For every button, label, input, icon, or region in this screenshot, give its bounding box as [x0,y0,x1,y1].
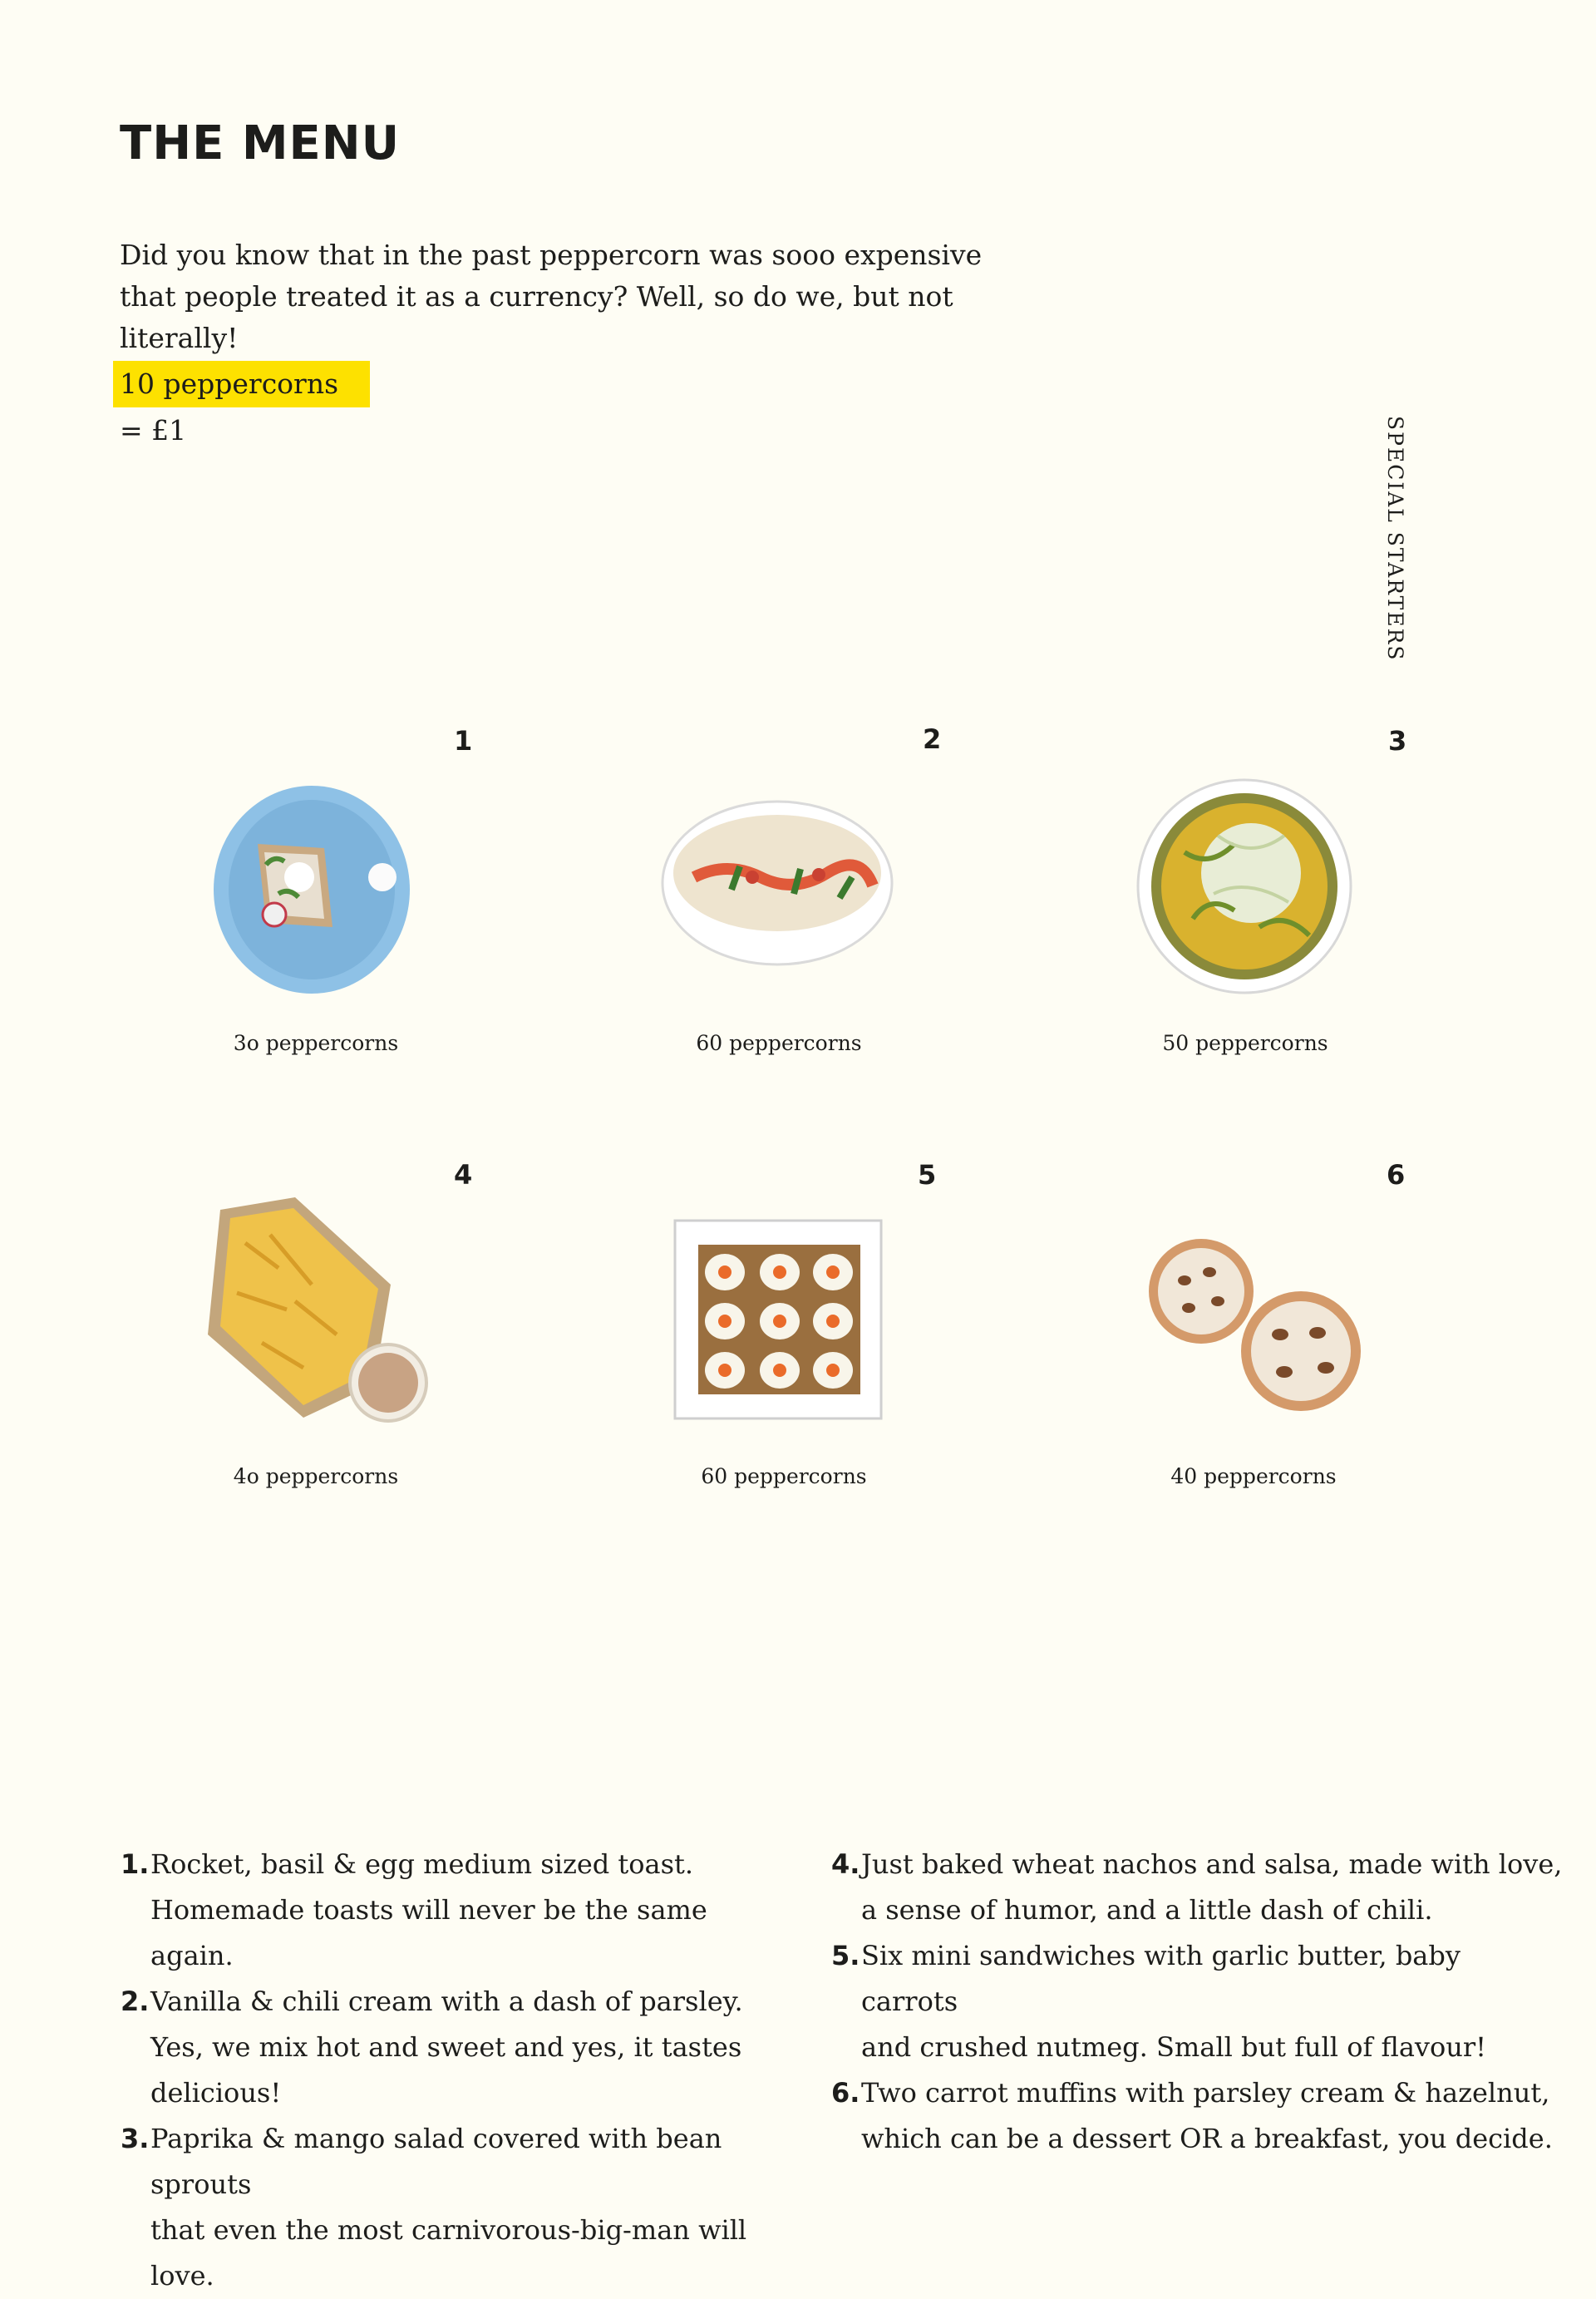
description-item-6: 6. Two carrot muffins with parsley cream & hazelnut, which can be a dessert OR a breakfast, you decide. [831,2070,1563,2162]
dish-image-2 [661,798,902,969]
description-number-6: 6. [831,2077,860,2109]
dish-number-2: 2 [923,723,942,755]
description-item-2: 2. Vanilla & chili cream with a dash of parsley. Yes, we mix hot and sweet and yes, it tastes delicious! [121,1979,786,2116]
dish-number-5: 5 [918,1159,937,1191]
description-list-left [121,1842,786,2299]
dish-price-3: 50 peppercorns [1162,1031,1328,1055]
description-number-5: 5. [831,1940,860,1971]
dish-image-5 [673,1216,889,1423]
description-list-right [831,1842,1563,2162]
dish-price-6: 40 peppercorns [1170,1464,1337,1488]
description-item-3: 3. Paprika & mango salad covered with bean sprouts that even the most carnivorous-big-man will love. [121,2116,786,2299]
dish-image-4 [195,1193,432,1426]
section-label: SPECIAL STARTERS [1383,416,1407,662]
description-number-4: 4. [831,1848,860,1880]
dish-image-3 [1135,777,1355,995]
description-number-1: 1. [121,1848,150,1880]
description-number-3: 3. [121,2123,150,2154]
dish-price-4: 4o peppercorns [233,1464,399,1488]
dish-number-1: 1 [454,725,473,757]
dish-number-3: 3 [1388,725,1407,757]
dish-number-6: 6 [1387,1159,1406,1191]
dish-price-5: 60 peppercorns [701,1464,867,1488]
description-number-2: 2. [121,1986,150,2017]
description-item-4: 4. Just baked wheat nachos and salsa, made with love, a sense of humor, and a little dash of chili. [831,1842,1563,1933]
exchange-rate-highlight: 10 peppercorns = £1 [113,361,370,407]
intro-text: Did you know that in the past peppercorn was sooo expensive that people treated it as a currency? Well, so do we, but not literally! [120,239,983,354]
dish-image-6 [1147,1235,1367,1413]
dish-price-1: 3o peppercorns [233,1031,399,1055]
dish-image-1 [208,782,416,998]
description-item-5: 5. Six mini sandwiches with garlic butter, baby carrots and crushed nutmeg. Small but full of flavour! [831,1933,1563,2070]
dish-price-2: 60 peppercorns [696,1031,862,1055]
dish-number-4: 4 [454,1159,473,1191]
page-title: THE MENU [120,116,401,170]
description-item-1: 1. Rocket, basil & egg medium sized toast. Homemade toasts will never be the same again. [121,1842,786,1979]
